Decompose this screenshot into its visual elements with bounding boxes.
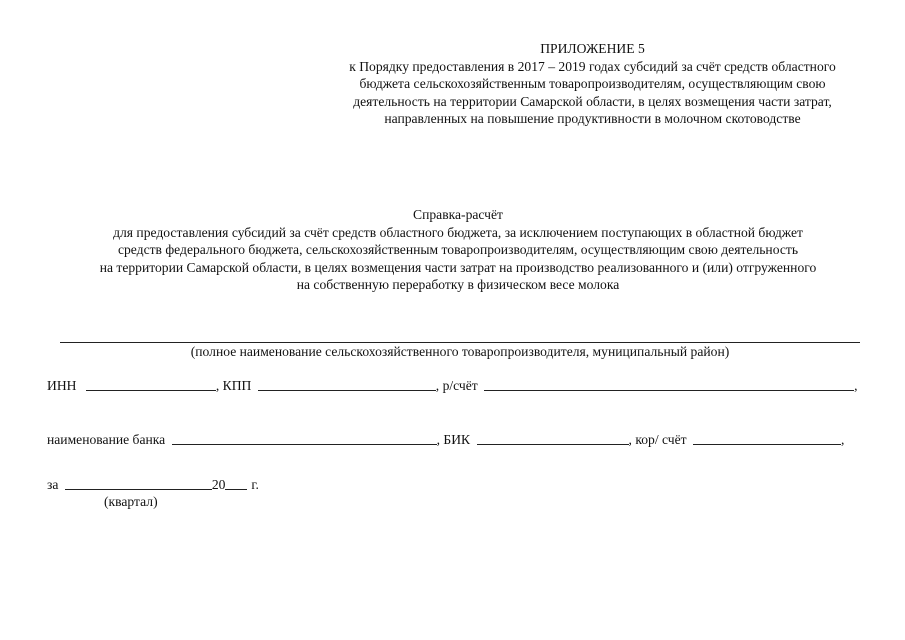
corr-account-field[interactable] xyxy=(693,431,841,445)
period-row xyxy=(47,476,259,493)
account-label: , р/счёт xyxy=(435,378,478,393)
inn-label: ИНН xyxy=(47,378,77,393)
account-field[interactable] xyxy=(484,377,854,391)
document-subtitle-line: на собственную переработку в физическом весе молока xyxy=(296,277,620,292)
document-subtitle-line: средств федерального бюджета, сельскохозяйственным товаропроизводителям, осуществляющим свою деятельность xyxy=(117,242,799,257)
year-prefix: 20 xyxy=(211,477,226,492)
document-title: Справка-расчёт xyxy=(413,207,503,222)
requisites-row-1 xyxy=(47,377,858,394)
document-subtitle-line: на территории Самарской области, в целях возмещения части затрат на производство реализованного и (или) отгруженного xyxy=(99,259,817,275)
bik-label: , БИК xyxy=(436,432,471,447)
quarter-caption: (квартал) xyxy=(104,494,158,509)
appendix-line: к Порядку предоставления в 2017 – 2019 годах субсидий за счёт средств областного xyxy=(349,58,836,74)
producer-name-caption: (полное наименование сельскохозяйственного товаропроизводителя, муниципальный район) xyxy=(190,344,730,359)
requisites-row-2 xyxy=(47,431,844,448)
year-field[interactable] xyxy=(225,476,247,490)
bank-name-field[interactable] xyxy=(172,431,437,445)
bik-field[interactable] xyxy=(477,431,629,445)
kpp-field[interactable] xyxy=(258,377,436,391)
appendix-block xyxy=(300,40,885,128)
year-suffix: г. xyxy=(251,477,259,492)
row-end-comma: , xyxy=(854,378,858,393)
appendix-line: направленных на повышение продуктивности в молочном скотоводстве xyxy=(384,111,801,126)
appendix-line: деятельность на территории Самарской области, в целях возмещения части затрат, xyxy=(353,93,832,109)
bank-label: наименование банка xyxy=(47,432,166,447)
corr-account-label: , кор/ счёт xyxy=(628,432,687,447)
appendix-line: бюджета сельскохозяйственным товаропроизводителям, осуществляющим свою xyxy=(359,76,826,91)
quarter-field[interactable] xyxy=(65,476,212,490)
appendix-heading: ПРИЛОЖЕНИЕ 5 xyxy=(540,41,645,56)
period-prefix: за xyxy=(47,477,59,492)
inn-field[interactable] xyxy=(86,377,216,391)
row-end-comma: , xyxy=(840,432,845,447)
kpp-label: , КПП xyxy=(215,378,252,393)
document-subtitle-line: для предоставления субсидий за счёт средств областного бюджета, за исключением поступающих в областной бюджет xyxy=(113,224,803,240)
document-title-block xyxy=(30,206,886,294)
